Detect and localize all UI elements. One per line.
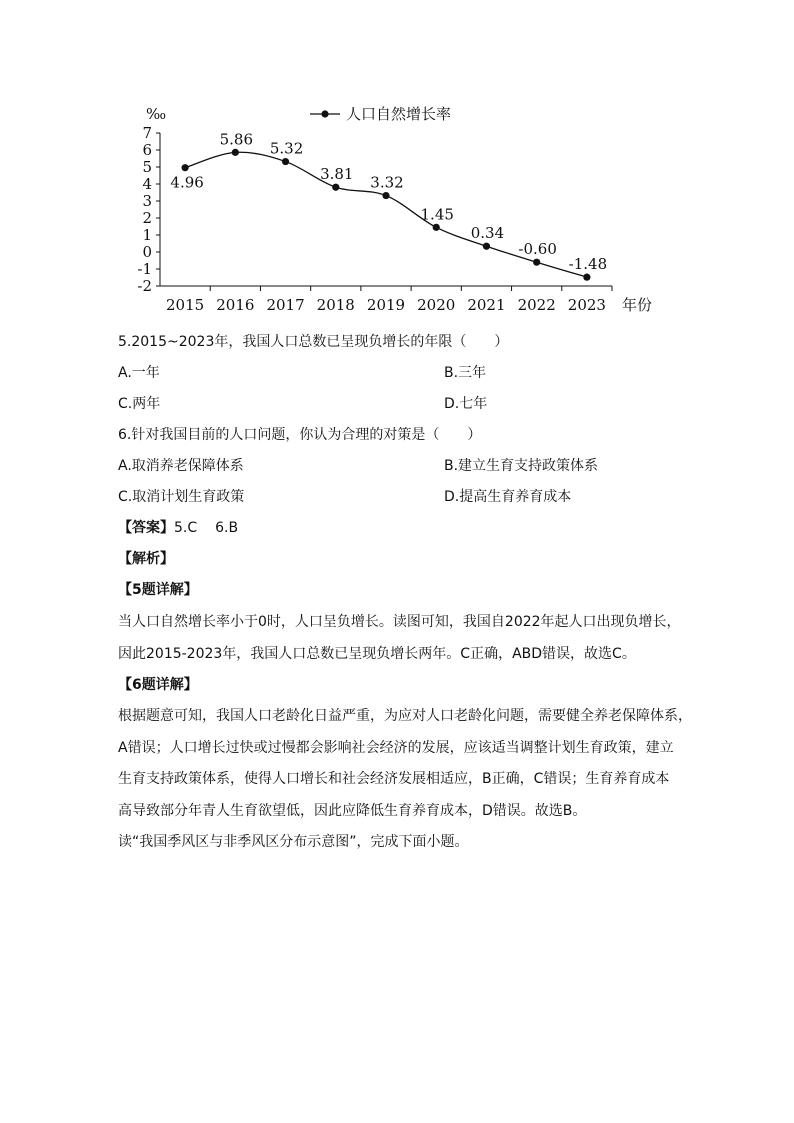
analysis-label: 【解析】	[118, 551, 174, 567]
y-tick-label: 5	[142, 158, 152, 176]
y-tick-label: 1	[142, 226, 152, 244]
data-label-2020: 1.45	[420, 205, 454, 224]
x-tick-label: 2018	[316, 296, 355, 314]
legend-marker	[321, 110, 328, 117]
y-tick-label: 3	[142, 192, 152, 210]
legend-label: 人口自然增长率	[346, 105, 452, 123]
data-point-2022	[533, 259, 540, 266]
x-tick-label: 2022	[517, 296, 556, 314]
y-tick-label: 4	[142, 175, 152, 193]
y-tick-label: 2	[142, 209, 152, 227]
data-point-2021	[483, 243, 490, 250]
chart-ticks	[137, 105, 652, 314]
x-tick-label: 2020	[417, 296, 456, 314]
y-tick-label: -2	[137, 277, 152, 295]
x-axis-label: 年份	[622, 296, 653, 314]
natural-growth-rate-chart	[0, 0, 794, 330]
data-label-2018: 3.81	[320, 165, 354, 184]
question-6-option-b: B.建立生育支持政策体系	[444, 458, 599, 474]
x-tick-label: 2016	[216, 296, 255, 314]
data-point-2018	[332, 184, 339, 191]
x-tick-label: 2023	[567, 296, 606, 314]
x-tick-label: 2019	[366, 296, 406, 314]
data-label-2022: -0.60	[518, 240, 557, 259]
detail-6-line-3: 生育支持政策体系，使得人口增长和社会经济发展相适应，B正确，C错误；生育养育成本	[118, 771, 670, 787]
data-point-2019	[382, 192, 389, 199]
y-tick-label: 0	[142, 243, 152, 261]
chart-series	[182, 149, 591, 281]
question-6-option-a: A.取消养老保障体系	[118, 458, 244, 474]
detail-5-line-1: 当人口自然增长率小于0时，人口呈负增长。读图可知，我国自2022年起人口出现负增长，	[118, 614, 681, 630]
detail-5-label: 【5题详解】	[118, 582, 198, 598]
answer-label: 【答案】	[118, 520, 174, 536]
data-point-2023	[583, 274, 590, 281]
question-5-option-c: C.两年	[118, 396, 161, 412]
y-tick-label: 6	[142, 141, 152, 159]
data-point-2016	[232, 149, 239, 156]
data-label-2023: -1.48	[568, 255, 608, 274]
series-line-natural-growth-rate	[185, 152, 587, 277]
detail-6-line-1: 根据题意可知，我国人口老龄化日益严重，为应对人口老龄化问题，需要健全养老保障体系，	[118, 708, 692, 724]
next-question-intro: 读“我国季风区与非季风区分布示意图”，完成下面小题。	[118, 834, 469, 850]
question-6-stem: 6.针对我国目前的人口问题，你认为合理的对策是（ ）	[118, 427, 482, 443]
y-tick-label: -1	[137, 260, 152, 278]
question-5-option-d: D.七年	[444, 396, 488, 412]
data-label-2016: 5.86	[219, 130, 254, 149]
data-label-2015: 4.96	[170, 173, 204, 192]
data-point-2020	[433, 224, 440, 231]
x-tick-label: 2017	[266, 296, 305, 314]
data-point-2015	[182, 164, 189, 171]
chart-legend	[310, 105, 451, 123]
data-label-2021: 0.34	[470, 224, 505, 243]
answer-5: 5.C	[174, 520, 198, 536]
question-6-option-c: C.取消计划生育政策	[118, 489, 245, 505]
answer-line	[118, 518, 238, 538]
x-tick-label: 2015	[166, 296, 205, 314]
x-tick-label: 2021	[467, 296, 506, 314]
detail-6-label: 【6题详解】	[118, 677, 198, 693]
chart-axes	[160, 133, 612, 286]
answer-6: 6.B	[215, 520, 239, 536]
detail-6-line-2: A错误；人口增长过快或过慢都会影响社会经济的发展，应该适当调整计划生育政策，建立	[118, 740, 674, 756]
question-5-option-b: B.三年	[444, 365, 487, 381]
data-label-2019: 3.32	[370, 173, 404, 192]
detail-6-line-4: 高导致部分年青人生育欲望低，因此应降低生育养育成本，D错误。故选B。	[118, 803, 587, 819]
question-6-option-d: D.提高生育养育成本	[444, 489, 572, 505]
y-tick-label: 7	[142, 124, 152, 142]
question-5-stem: 5.2015~2023年，我国人口总数已呈现负增长的年限（ ）	[118, 334, 509, 350]
data-point-2017	[282, 158, 289, 165]
y-unit-label: ‰	[146, 105, 167, 123]
question-5-option-a: A.一年	[118, 365, 160, 381]
detail-5-line-2: 因此2015-2023年，我国人口总数已呈现负增长两年。C正确，ABD错误，故选C。	[118, 646, 636, 662]
data-label-2017: 5.32	[269, 139, 304, 158]
